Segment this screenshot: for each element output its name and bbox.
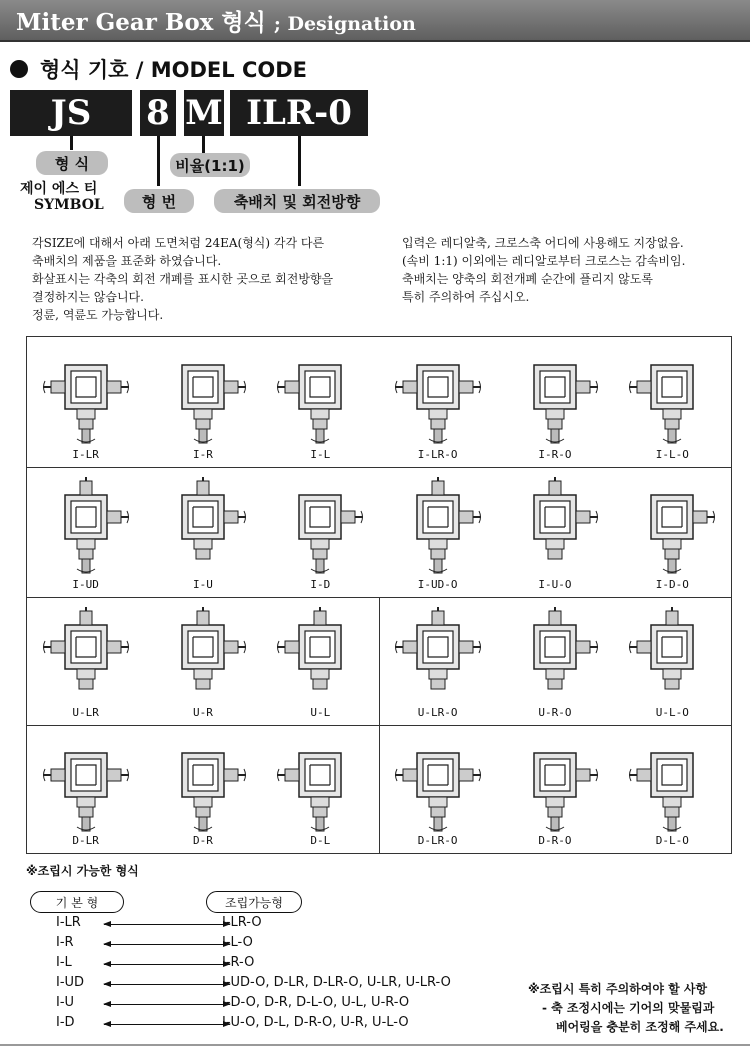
desc-line: 정륜, 역륜도 가능합니다. [32, 308, 164, 322]
combination-options: I-L-O [222, 935, 253, 950]
diagram-label: U-LR-O [417, 706, 458, 719]
diagram-label: I-D [310, 578, 331, 591]
double-arrow-icon [104, 984, 230, 985]
combination-row [56, 975, 516, 995]
gearbox-diagram [27, 597, 144, 725]
connector-line [157, 136, 160, 186]
gearbox-drawing [510, 607, 600, 715]
double-arrow-icon [104, 944, 230, 945]
footer-divider [0, 1044, 750, 1046]
combination-row [56, 995, 516, 1015]
gearbox-drawing [393, 347, 483, 455]
diagram-label: D-LR [72, 834, 99, 847]
desc-line: 결정하지는 않습니다. [32, 290, 144, 304]
bullet-icon [10, 60, 28, 78]
gearbox-drawing [627, 477, 717, 585]
gearbox-diagram [27, 725, 144, 853]
gearbox-diagram [144, 467, 261, 597]
gearbox-diagram [614, 597, 731, 725]
diagram-label: U-R-O [538, 706, 572, 719]
diagram-label: I-LR-O [417, 448, 458, 461]
diagram-label: I-L [310, 448, 331, 461]
combination-base: I-R [56, 935, 74, 950]
combination-base: I-D [56, 1015, 75, 1030]
double-arrow-icon [104, 1004, 230, 1005]
gearbox-diagram [379, 597, 496, 725]
page-title [16, 4, 416, 37]
gearbox-diagram [614, 337, 731, 467]
code-series-box: JS [10, 90, 132, 136]
combination-row [56, 1015, 516, 1035]
gearbox-drawing [393, 477, 483, 585]
diagram-label: D-L-O [655, 834, 689, 847]
diagram-label: D-LR-O [417, 834, 458, 847]
grid-divider [379, 597, 380, 853]
gearbox-diagram [496, 725, 613, 853]
diagram-label: D-R-O [538, 834, 572, 847]
combinations-title: ※조립시 가능한 형식 [26, 864, 139, 878]
gearbox-drawing [158, 735, 248, 843]
gearbox-diagram [614, 467, 731, 597]
diagram-label: I-U [193, 578, 213, 591]
gearbox-drawing [158, 347, 248, 455]
gearbox-diagram [144, 725, 261, 853]
gearbox-diagram [262, 337, 379, 467]
gearbox-drawing [510, 735, 600, 843]
diagram-label: D-R [193, 834, 213, 847]
gearbox-diagram [496, 467, 613, 597]
diagram-label: I-UD-O [417, 578, 458, 591]
header-basic-type: 기 본 형 [30, 891, 124, 913]
gearbox-diagram [144, 337, 261, 467]
label-axis: 축배치 및 회전방향 [214, 189, 380, 213]
description-right [402, 234, 685, 306]
code-axis-box: ILR-0 [230, 90, 368, 136]
combination-options: I-R-O [222, 955, 255, 970]
gearbox-drawing [627, 347, 717, 455]
note-title: ※조립시 특히 주의하여야 할 사항 [528, 982, 708, 996]
diagram-label: D-L [310, 834, 331, 847]
gearbox-drawing [41, 477, 131, 585]
desc-line: 각SIZE에 대해서 아래 도면처럼 24EA(형식) 각각 다른 [32, 236, 325, 250]
description-left [32, 234, 333, 324]
desc-line: 축배치의 제품을 표준화 하였습니다. [32, 254, 222, 268]
diagram-label: U-L-O [655, 706, 689, 719]
combination-base: I-UD [56, 975, 85, 990]
combination-base: I-L [56, 955, 72, 970]
combination-base: I-LR [56, 915, 81, 930]
label-type: 형 식 [36, 151, 108, 175]
gearbox-diagram [262, 597, 379, 725]
gearbox-drawing [158, 607, 248, 715]
gearbox-diagram [27, 467, 144, 597]
diagram-label: I-R-O [538, 448, 572, 461]
gearbox-drawing [627, 735, 717, 843]
gearbox-diagram [379, 725, 496, 853]
gearbox-diagram [379, 467, 496, 597]
note-line: - 축 조정시에는 기어의 맞물림과 [542, 1001, 715, 1015]
label-ratio: 비율(1:1) [170, 153, 250, 177]
desc-line: (속비 1:1) 이외에는 레디알로부터 크로스는 감속비임. [402, 254, 686, 268]
gearbox-drawing [393, 607, 483, 715]
label-number: 형 번 [124, 189, 194, 213]
gearbox-diagram [614, 725, 731, 853]
gearbox-diagram [496, 597, 613, 725]
gearbox-drawing [510, 477, 600, 585]
combination-options: I-UD-O, D-LR, D-LR-O, U-LR, U-LR-O [222, 975, 451, 990]
assembly-note [528, 980, 724, 1037]
gearbox-drawing [275, 607, 365, 715]
gearbox-drawing [41, 347, 131, 455]
combination-options: I-D-O, D-R, D-L-O, U-L, U-R-O [222, 995, 410, 1010]
gearbox-drawing [41, 607, 131, 715]
gearbox-drawing [275, 347, 365, 455]
double-arrow-icon [104, 1024, 230, 1025]
code-ratio-box: M [184, 90, 224, 136]
diagram-label: I-D-O [655, 578, 689, 591]
desc-line: 입력은 레디알축, 크로스축 어디에 사용해도 지장없음. [402, 236, 684, 250]
desc-line: 화살표시는 각축의 회전 개폐를 표시한 곳으로 회전방향을 [32, 272, 334, 286]
title-subtitle: ; Designation [273, 13, 416, 35]
connector-line [202, 136, 205, 154]
gearbox-drawing [275, 477, 365, 585]
double-arrow-icon [104, 924, 230, 925]
gearbox-drawing [510, 347, 600, 455]
gearbox-drawing [275, 735, 365, 843]
gearbox-diagram-grid [26, 336, 732, 854]
gearbox-diagram [496, 337, 613, 467]
double-arrow-icon [104, 964, 230, 965]
diagram-label: I-LR [72, 448, 99, 461]
gearbox-diagram [144, 597, 261, 725]
combination-row [56, 935, 516, 955]
gearbox-diagram [262, 467, 379, 597]
gearbox-drawing [158, 477, 248, 585]
gearbox-diagram [27, 337, 144, 467]
diagram-label: I-L-O [655, 448, 689, 461]
diagram-label: U-L [310, 706, 331, 719]
section-title: 형식 기호 / MODEL CODE [40, 58, 308, 82]
note-line: 베어링을 충분히 조정해 주세요. [556, 1020, 724, 1034]
gearbox-drawing [627, 607, 717, 715]
combination-base: I-U [56, 995, 75, 1010]
diagram-label: I-UD [72, 578, 99, 591]
gearbox-diagram [379, 337, 496, 467]
symbol-korean: 제이 에스 티 [20, 181, 98, 197]
combination-options: I-LR-O [222, 915, 262, 930]
connector-line [298, 136, 301, 186]
gearbox-diagram [262, 725, 379, 853]
diagram-label: U-R [193, 706, 213, 719]
combination-row [56, 915, 516, 935]
diagram-label: U-LR [72, 706, 99, 719]
header-possible-type: 조립가능형 [206, 891, 302, 913]
code-size-box: 8 [140, 90, 176, 136]
desc-line: 특히 주의하여 주십시오. [402, 290, 530, 304]
combination-options: I-U-O, D-L, D-R-O, U-R, U-L-O [222, 1015, 409, 1030]
combination-row [56, 955, 516, 975]
symbol-english: SYMBOL [34, 197, 104, 213]
connector-line [70, 136, 73, 150]
diagram-label: I-U-O [538, 578, 572, 591]
diagram-label: I-R [193, 448, 213, 461]
title-main: Miter Gear Box 형식 [16, 9, 266, 36]
gearbox-drawing [41, 735, 131, 843]
gearbox-drawing [393, 735, 483, 843]
desc-line: 축배치는 양축의 회전개폐 순간에 플리지 않도록 [402, 272, 653, 286]
